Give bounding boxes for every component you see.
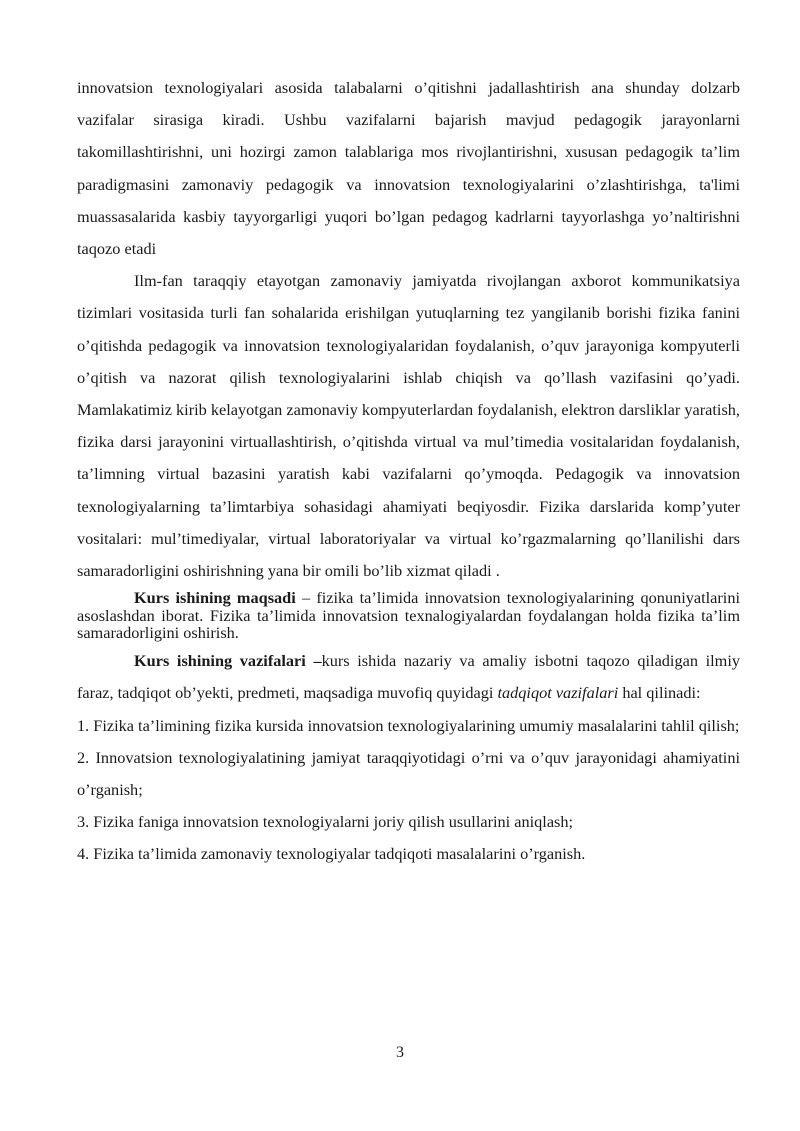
- list-item: 4. Fizika ta’limida zamonaviy texnologiyalar tadqiqoti masalalarini o’rganish.: [77, 844, 586, 864]
- list-item: 2. Innovatsion texnologiyalatining jamiyat taraqqiyotidagi o’rni va o’quv jarayonidagi ahamiyatini o’rganish;: [77, 747, 740, 799]
- paragraph-intro: innovatsion texnologiyalari asosida talabalarni o’qitishni jadallashtirish ana shunday dolzarb vazifalar sirasiga kiradi. Ushbu vazifalarni bajarish mavjud pedagogik jarayonlarni takomillashtirishni, uni hozirgi zamon talablariga mos rivojlantirishni, xususan pedagogik ta’lim paradigmasini zamonaviy pedagogik va innovatsion texnologiyalarini o’zlashtirishga, ta'limi muassasalarida kasbiy tayyorgarligi yuqori bo’lgan pedagog kadrlarni tayyorlashga yo’naltirishni taqozo etadi: [77, 78, 740, 259]
- tasks-text-1: kurs ishida nazariy va amaliy isbotni taqozo qiladigan ilmiy faraz, tadqiqot ob’yekti, predmeti, maqsadiga muvofiq quyidagi: [77, 651, 740, 703]
- tasks-label: Kurs ishining vazifalari –: [134, 651, 322, 671]
- list-item: 1. Fizika ta’limining fizika kursida innovatsion texnologiyalarining umumiy masalalarini tahlil qilish;: [77, 715, 740, 735]
- paragraph-tasks: [77, 645, 740, 709]
- list-item: 3. Fizika faniga innovatsion texnologiyalarni joriy qilish usullarini aniqlash;: [77, 812, 574, 832]
- tasks-text-2: hal qilinadi:: [618, 683, 701, 703]
- paragraph-ict: Ilm-fan taraqqiy etayotgan zamonaviy jamiyatda rivojlangan axborot kommunikatsiya tizimlari vositasida turli fan sohalarida erishilgan yutuqlarning tez yangilanib borishi fizika fanini o’qitishda pedagogik va innovatsion texnologiyalaridan foydalanish, o’quv jarayoniga kompyuterli o’qitish va nazorat qilish texnologiyalarini ishlab chiqish va qo’llash vazifasini qo’yadi. Mamlakatimiz kirib kelayotgan zamonaviy kompyuterlardan foydalanish, elektron darsliklar yaratish, fizika darsi jarayonini virtuallashtirish, o’qitishda virtual va mul’timedia vositalaridan foydalanish, ta’limning virtual bazasini yaratish kabi vazifalarni qo’ymoqda. Pedagogik va innovatsion texnologiyalarning ta’limtarbiya sohasidagi ahamiyati beqiyosdir. Fizika darslarida komp’yuter vositalari: mul’timediyalar, virtual laboratoriyalar va virtual ko’rgazmalarning qo’llanilishi dars samaradorligini oshirishning yana bir omili bo’lib xizmat qiladi .: [77, 271, 740, 581]
- objective-text: – fizika ta’limida innovatsion texnologiyalarining qonuniyatlarini asoslashdan iborat. Fizika ta’limida innovatsion texnalogiyalardan foydalangan holda fizika ta’lim samaradorligini oshirish.: [77, 588, 740, 642]
- document-body: [77, 72, 740, 871]
- objective-label: Kurs ishining maqsadi: [134, 588, 296, 608]
- paragraph-objective: [77, 589, 740, 641]
- page-number: 3: [396, 1044, 404, 1061]
- tasks-italic: tadqiqot vazifalari: [497, 683, 619, 703]
